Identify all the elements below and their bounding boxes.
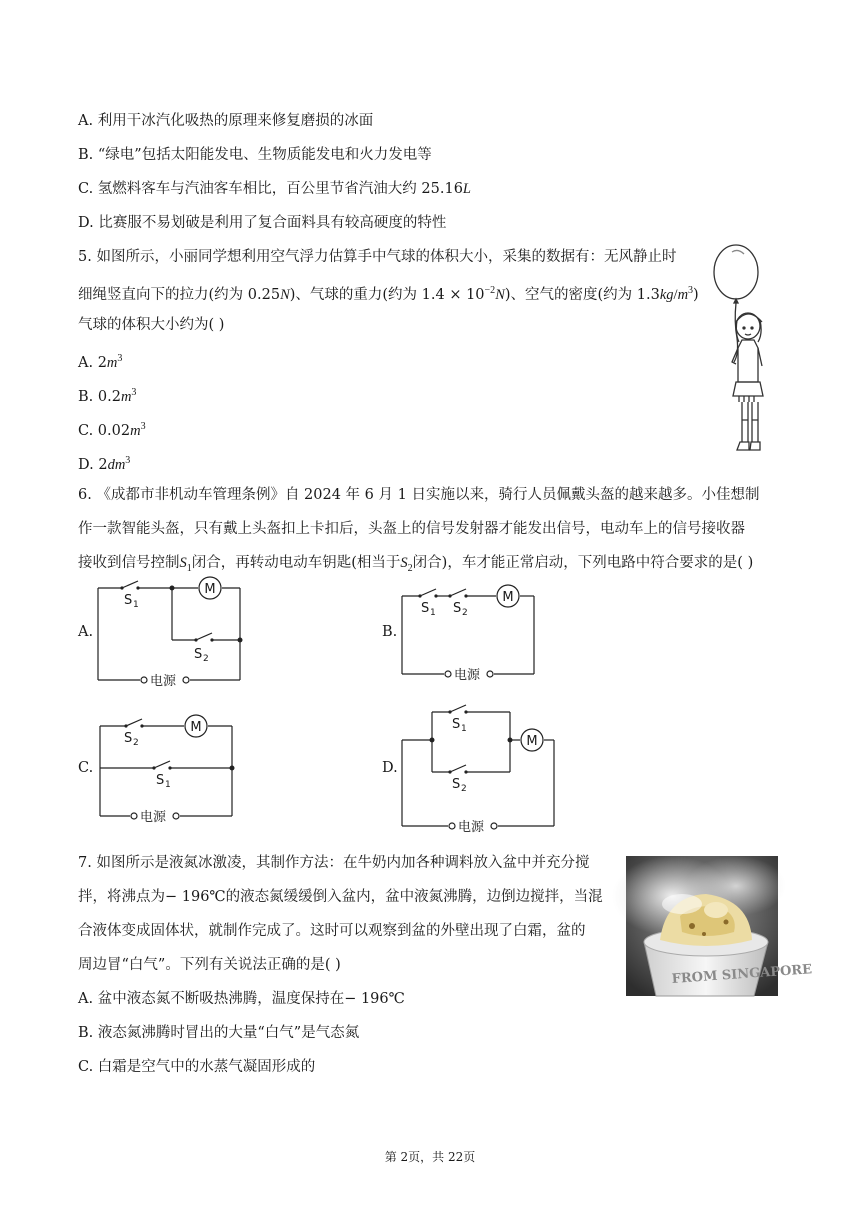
switch-s1-label: S (156, 773, 165, 788)
q5-ob-exp: 3 (131, 387, 137, 398)
q5-l2-exp2: 3 (688, 285, 694, 296)
switch-s1-sub: 1 (133, 600, 139, 610)
q6-label-b: B. (382, 624, 398, 640)
motor-label: M (190, 720, 202, 735)
q7-line-1: 7. 如图所示是液氮冰激凌，其制作方法：在牛奶内加各种调料放入盆中并充分搅 (78, 855, 590, 871)
page-footer: 第 2页，共 22页 (384, 1150, 476, 1164)
switch-s2-label: S (452, 777, 461, 792)
switch-s1-label: S (124, 593, 133, 608)
circuit-a (94, 574, 246, 690)
switch-s2-label: S (453, 601, 462, 616)
q5-option-d (78, 450, 130, 476)
q5-ob-num: B. 0.2 (78, 388, 121, 405)
power-label: 电源 (458, 820, 485, 835)
q6-l3-c: 闭合)，车才能正常启动，下列电路中符合要求的是( ) (412, 555, 754, 571)
circuit-b (398, 584, 540, 684)
q6-line-2: 作一款智能头盔，只有戴上头盔扣上卡扣后，头盔上的信号发射器才能发出信号，电动车上的信号接收器 (78, 521, 745, 537)
switch-s2-sub: 2 (133, 738, 139, 748)
q5-option-a (78, 348, 122, 374)
switch-s1-sub: 1 (165, 780, 171, 790)
q5-l2-m: m (677, 286, 689, 303)
q7-option-c: C. 白霜是空气中的水蒸气凝固形成的 (78, 1059, 316, 1075)
q5-line-2 (78, 280, 699, 306)
switch-s1-sub: 1 (461, 724, 467, 734)
q6-l3-s1: S (179, 555, 187, 571)
q7-line-2: 拌，将沸点为− 196℃的液态氮缓缓倒入盆内，盆中液氮沸腾，边倒边搅拌，当混 (78, 889, 603, 905)
q5-oa-num: A. 2 (78, 354, 107, 371)
q5-oa-exp: 3 (117, 353, 123, 364)
switch-s2-sub: 2 (461, 784, 467, 794)
switch-s1-label: S (452, 717, 461, 732)
q5-option-b (78, 382, 136, 408)
q6-label-a: A. (78, 624, 94, 640)
switch-s2-sub: 2 (462, 608, 468, 618)
q5-ob-unit: m (120, 388, 132, 405)
q4-option-c (78, 178, 471, 200)
q5-l2-a: 细绳竖直向下的拉力(约为 0.25 (78, 286, 281, 303)
switch-s2-sub: 2 (203, 654, 209, 664)
q6-label-d: D. (382, 760, 398, 776)
motor-label: M (502, 590, 514, 605)
circuit-d (398, 704, 560, 836)
liquid-nitrogen-ice-cream-photo (626, 856, 813, 996)
cup-brand-text: FROM SINGAPORE (671, 962, 813, 987)
q5-oc-num: C. 0.02 (78, 422, 131, 439)
switch-s1-sub: 1 (430, 608, 436, 618)
q6-l3-sub2: 2 (407, 562, 413, 574)
switch-s2-label: S (124, 731, 133, 746)
q5-line-1: 5. 如图所示，小丽同学想利用空气浮力估算手中气球的体积大小，采集的数据有：无风静止时 (78, 249, 677, 265)
q5-line-3: 气球的体积大小约为( ) (78, 317, 225, 333)
q5-l2-slash: / (673, 286, 678, 303)
q5-l2-e: )、空气的密度(约为 1.3 (504, 286, 660, 303)
q5-od-exp: 3 (125, 455, 131, 466)
q6-l3-a: 接收到信号控制 (78, 555, 180, 571)
q4-option-b: B. “绿电”包括太阳能发电、生物质能发电和火力发电等 (78, 147, 432, 163)
q5-l2-c: )、气球的重力(约为 1.4 × 10 (289, 286, 485, 303)
q7-line-4: 周边冒“白气”。下列有关说法正确的是( ) (78, 957, 341, 973)
power-label: 电源 (140, 810, 167, 825)
q6-line-1: 6. 《成都市非机动车管理条例》自 2024 年 6 月 1 日实施以来，骑行人员佩戴头盔的越来越多。小佳想制 (78, 487, 760, 503)
q7-option-a: A. 盆中液态氮不断吸热沸腾，温度保持在− 196℃ (78, 991, 405, 1007)
q5-l2-exp: −2 (484, 285, 496, 296)
power-label: 电源 (150, 674, 177, 689)
switch-s1-label: S (421, 601, 430, 616)
q5-l2-i: ) (693, 286, 699, 303)
circuit-c (96, 714, 238, 826)
q6-l3-b: 闭合，再转动电动车钥匙(相当于 (191, 555, 401, 571)
motor-label: M (204, 582, 216, 597)
switch-s2-label: S (194, 647, 203, 662)
balloon-shape (714, 245, 758, 299)
q5-oc-exp: 3 (140, 421, 146, 432)
q6-l3-s2: S (400, 555, 408, 571)
q4-option-d: D. 比赛服不易划破是利用了复合面料具有较高硬度的特性 (78, 215, 447, 231)
q5-option-c (78, 416, 146, 442)
q5-l2-n1: N (280, 286, 290, 303)
q7-line-3: 合液体变成固体状，就制作完成了。这时可以观察到盆的外壁出现了白霜，盆的 (78, 923, 586, 939)
q6-l3-sub1: 1 (186, 562, 192, 574)
q6-label-c: C. (78, 760, 94, 776)
girl-with-balloon-figure (704, 242, 780, 464)
q4-option-a: A. 利用干冰汽化吸热的原理来修复磨损的冰面 (78, 113, 374, 129)
motor-label: M (526, 734, 538, 749)
q4-option-c-unit: L (462, 181, 471, 197)
q5-l2-kg: kg (659, 286, 674, 303)
q5-l2-n2: N (495, 286, 505, 303)
power-label: 电源 (454, 668, 481, 683)
q5-oa-unit: m (106, 354, 118, 371)
q4-option-c-text: C. 氢燃料客车与汽油客车相比，百公里节省汽油大约 25.16 (78, 181, 463, 197)
q5-od-unit: dm (107, 456, 126, 473)
q7-option-b: B. 液态氮沸腾时冒出的大量“白气”是气态氮 (78, 1025, 360, 1041)
q5-oc-unit: m (130, 422, 141, 439)
q5-od-num: D. 2 (78, 456, 108, 473)
